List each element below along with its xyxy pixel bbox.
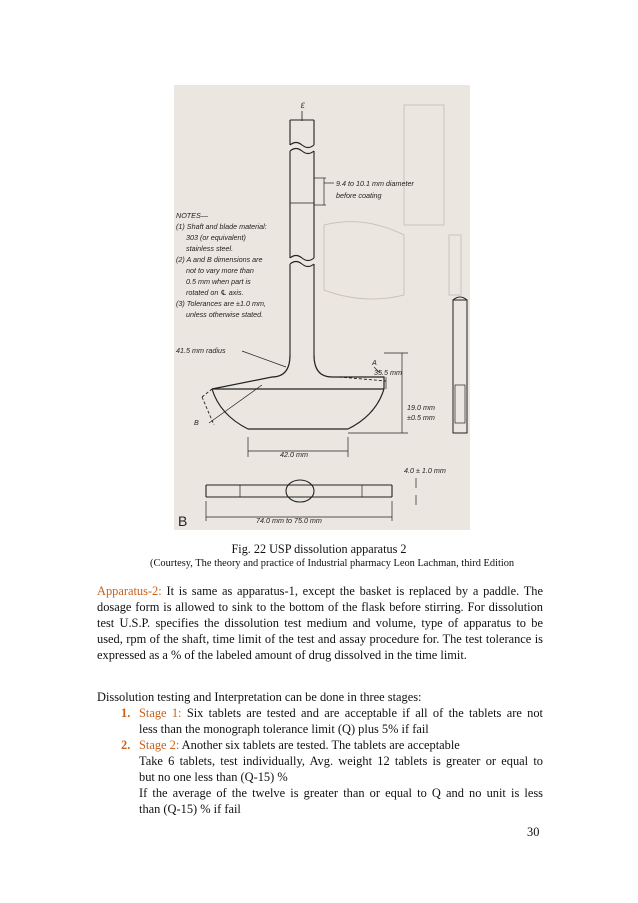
figure-notes [176,211,267,319]
diameter-label-2: before coating [336,191,382,200]
svg-text:(2) A and B dimensions are: (2) A and B dimensions are [176,255,263,264]
svg-text:(3) Tolerances are ±1.0 mm,: (3) Tolerances are ±1.0 mm, [176,299,266,308]
dim-19-label: 19.0 mm [407,403,435,412]
svg-text:not to vary more than: not to vary more than [186,266,254,275]
dim-74-label: 74.0 mm to 75.0 mm [256,516,322,525]
svg-text:(1) Shaft and blade material:: (1) Shaft and blade material: [176,222,267,231]
dim-42-label: 42.0 mm [280,450,308,459]
stage2-line-4: If the average of the twelve is greater than or equal to Q and no unit is less [139,786,543,800]
stage2-line-5: than (Q-15) % if fail [139,802,241,816]
panel-label-b: B [178,513,188,529]
apparatus-paragraph [97,583,543,663]
svg-text:NOTES—: NOTES— [176,211,208,220]
blade-profile [206,480,392,502]
stage2-label: Stage 2: [139,738,180,752]
dim-b-label: B [194,418,199,427]
centerline-label: ℇ [300,101,305,110]
dim-19-tol-label: ±0.5 mm [407,413,435,422]
svg-text:0.5 mm when part is: 0.5 mm when part is [186,277,251,286]
figure-courtesy: (Courtesy, The theory and practice of Industrial pharmacy Leon Lachman, third Edition [150,558,515,569]
stages-intro: Dissolution testing and Interpretation can be done in three stages: [97,690,422,704]
dim-a-label: A [372,358,377,367]
svg-text:303 (or equivalent): 303 (or equivalent) [186,233,246,242]
apparatus-label: Apparatus-2: [97,584,162,598]
stage2-line-2: Take 6 tablets, test individually, Avg. weight 12 tablets is greater or equal to [139,754,543,768]
paddle-apparatus-figure [174,85,470,530]
stage1-line: Stage 1: Six tablets are tested and are acceptable if all of the tablets are not [139,706,543,720]
stage2-line-3: but no one less than (Q-15) % [139,770,288,784]
svg-text:rotated on ℄ axis.: rotated on ℄ axis. [186,288,244,297]
stage1-label: Stage 1: [139,706,182,720]
radius-label: 41.5 mm radius [176,346,226,355]
svg-text:unless otherwise stated.: unless otherwise stated. [186,310,264,319]
figure-caption: Fig. 22 USP dissolution apparatus 2 [231,542,407,556]
stage2-line: Stage 2: Another six tablets are tested. The tablets are acceptable [139,738,460,752]
stage1-cont: less than the monograph tolerance limit (Q) plus 5% if fail [139,722,429,736]
paddle-blade [202,355,386,429]
paddle-shaft [290,120,314,355]
stage1-number: 1. [121,706,131,720]
dim-355-label: 35.5 mm [374,368,402,377]
apparatus-text: It is same as apparatus-1, except the basket is replaced by a paddle. The dosage form is allowed to sink to the bottom of the flask before stirring. For dissolution test U.S.P. specifies the dissolution test medium and volume, type of apparatus to be used, rpm of the shaft, time limit of the test and assay procedure for. The test tolerance is expressed as a % of the labeled amount of drug dissolved in the time limit. [97,584,543,663]
page-number: 30 [527,825,540,839]
diameter-label-1: 9.4 to 10.1 mm diameter [336,179,414,188]
stage2-number: 2. [121,738,131,752]
dim-4-label: 4.0 ± 1.0 mm [404,466,446,475]
svg-text:stainless steel.: stainless steel. [186,244,234,253]
